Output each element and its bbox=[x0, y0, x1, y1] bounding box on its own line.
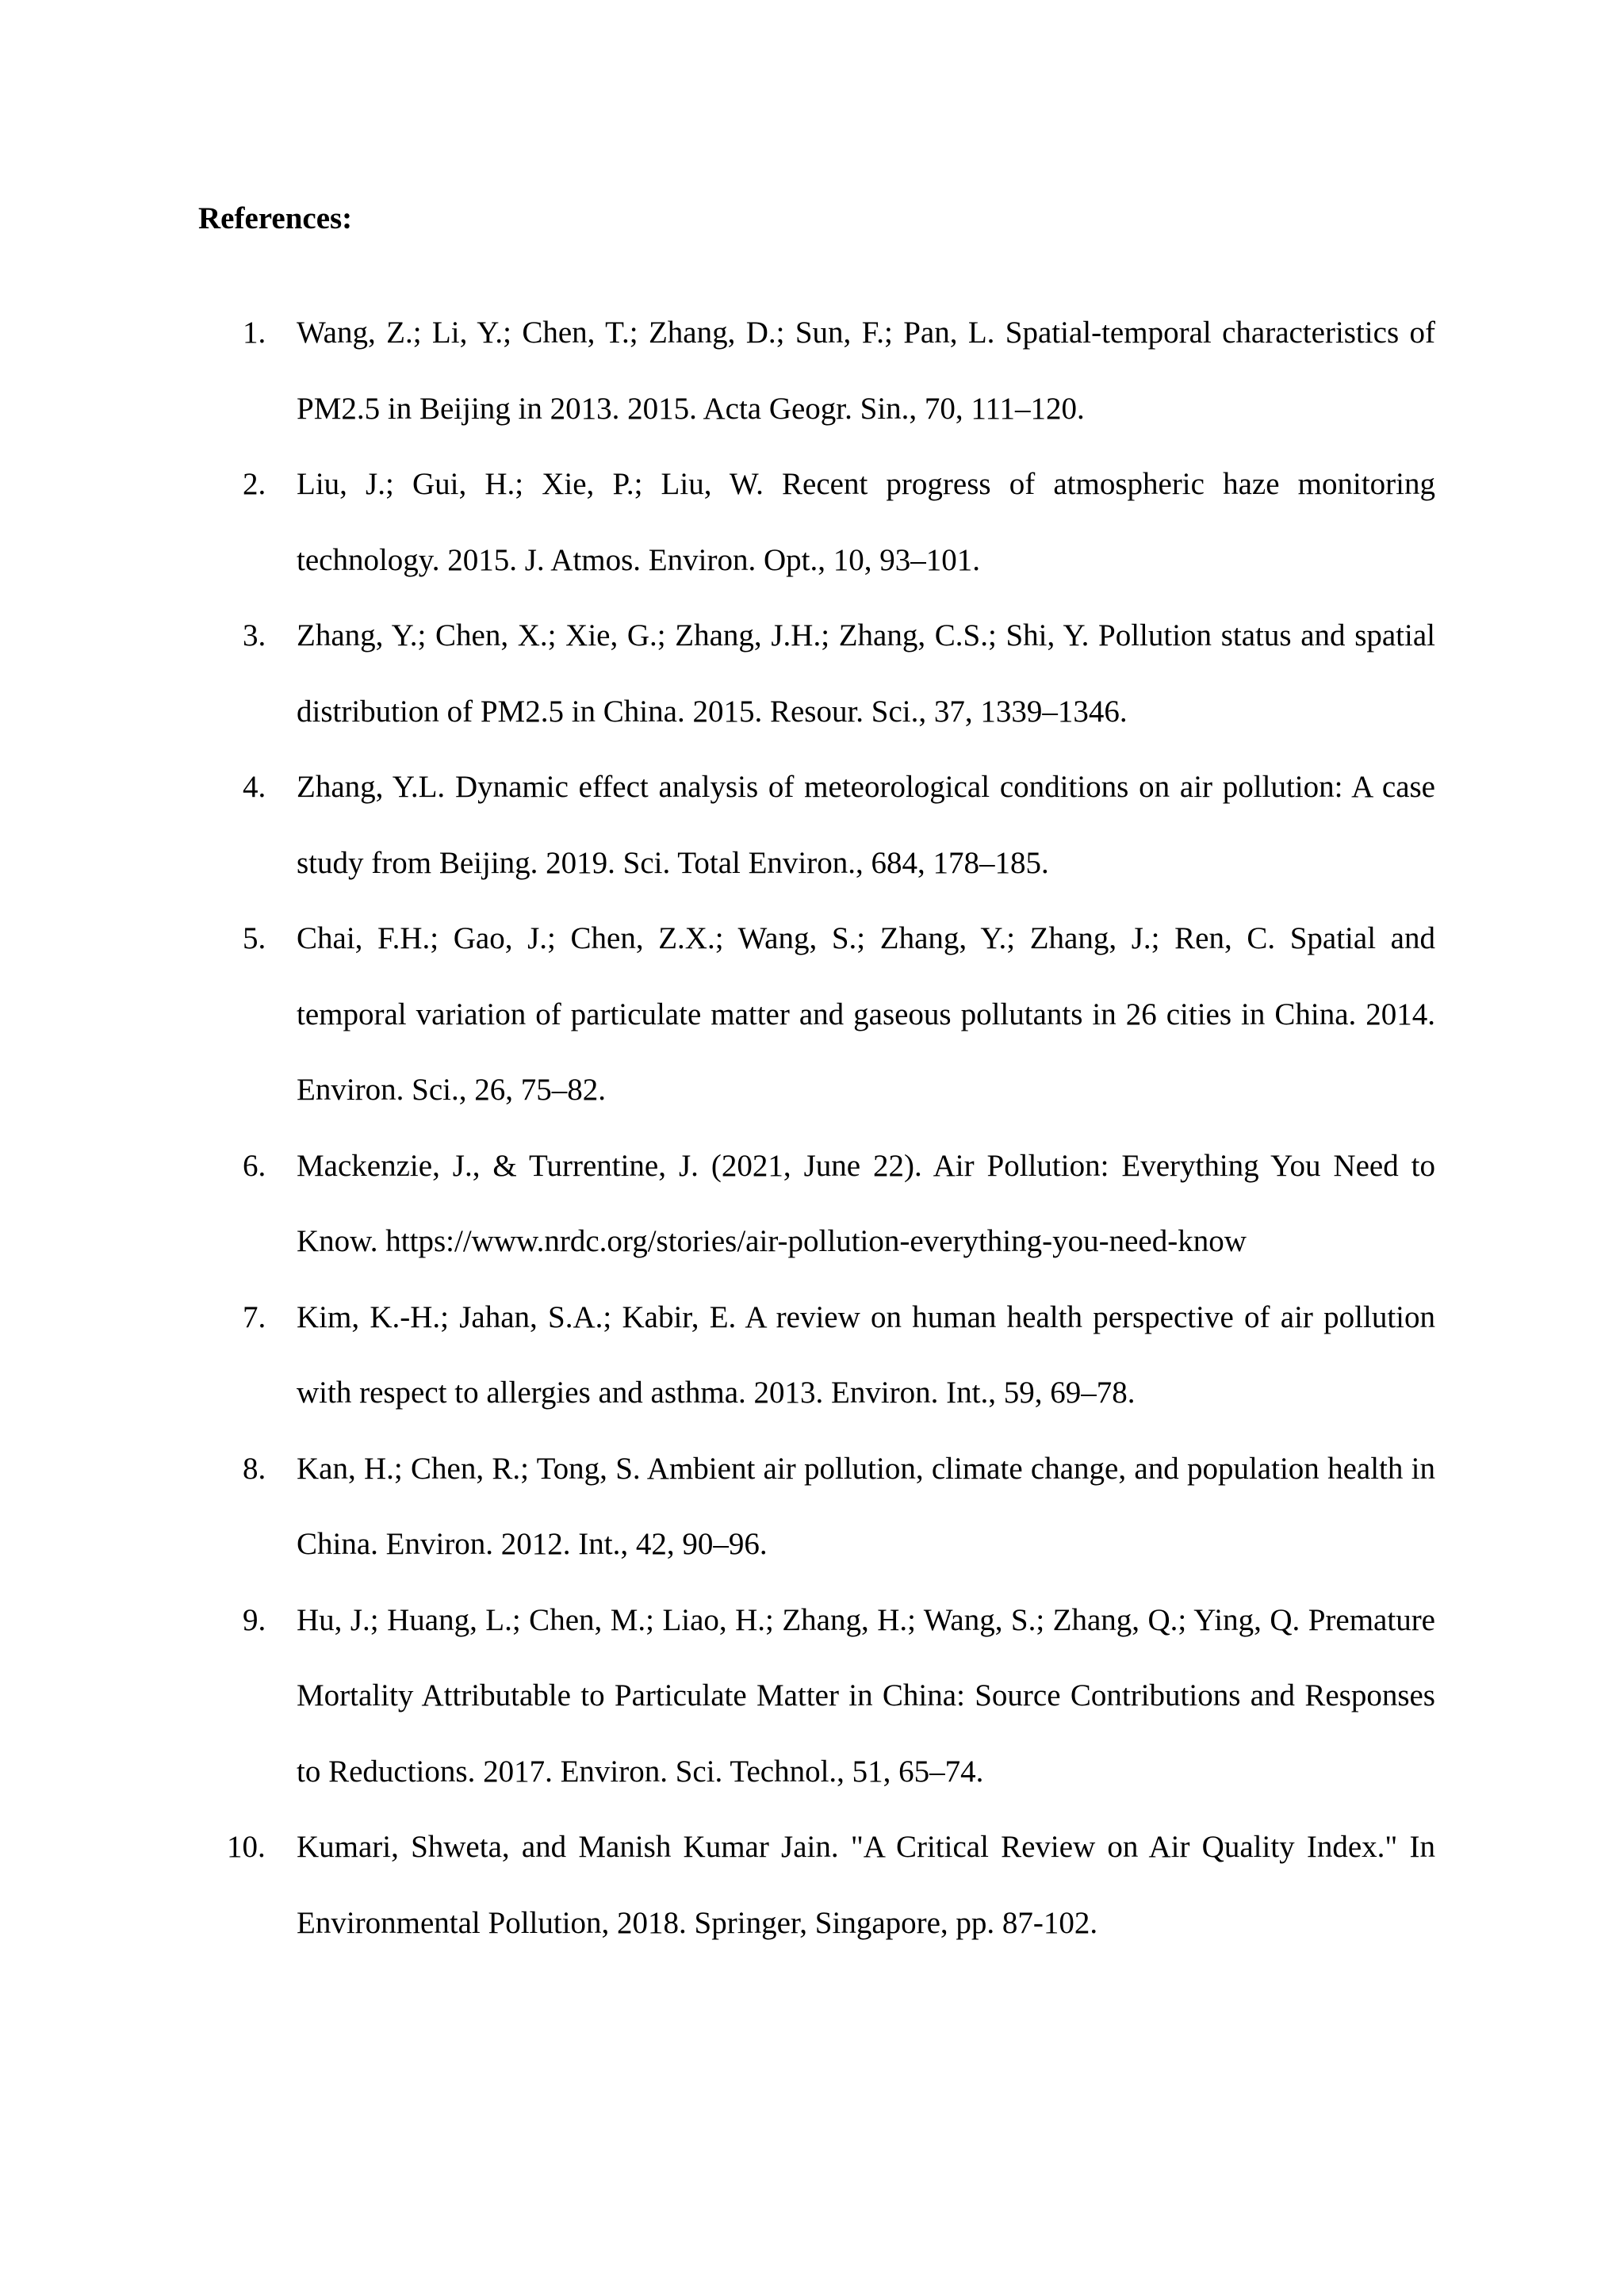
reference-item-1 bbox=[0, 295, 1624, 446]
reference-text: Liu, J.; Gui, H.; Xie, P.; Liu, W. Recent progress of atmospheric haze monitoring technology. 2015. J. Atmos. Environ. Opt., 10, 93–101. bbox=[297, 467, 1435, 577]
references-heading: References: bbox=[198, 201, 353, 235]
reference-item-6 bbox=[0, 1128, 1624, 1280]
reference-number: 6. bbox=[243, 1148, 266, 1183]
reference-number: 5. bbox=[243, 921, 266, 955]
reference-item-4 bbox=[0, 749, 1624, 901]
reference-item-7 bbox=[0, 1280, 1624, 1431]
reference-text: Kumari, Shweta, and Manish Kumar Jain. "A Critical Review on Air Quality Index." In Environmental Pollution, 2018. Springer, Singapore, pp. 87-102. bbox=[297, 1830, 1435, 1940]
reference-number: 9. bbox=[243, 1602, 266, 1637]
reference-item-9 bbox=[0, 1582, 1624, 1810]
reference-number: 4. bbox=[243, 770, 266, 804]
reference-number: 3. bbox=[243, 618, 266, 652]
reference-text: Kim, K.-H.; Jahan, S.A.; Kabir, E. A review on human health perspective of air pollution with respect to allergies and asthma. 2013. Environ. Int., 59, 69–78. bbox=[297, 1299, 1435, 1410]
reference-number: 10. bbox=[227, 1830, 266, 1864]
reference-item-2 bbox=[0, 446, 1624, 598]
reference-number: 8. bbox=[243, 1451, 266, 1486]
reference-item-3 bbox=[0, 598, 1624, 749]
reference-number: 1. bbox=[243, 316, 266, 350]
reference-number: 7. bbox=[243, 1299, 266, 1334]
reference-text: Wang, Z.; Li, Y.; Chen, T.; Zhang, D.; Sun, F.; Pan, L. Spatial-temporal characteristics of PM2.5 in Beijing in 2013. 2015. Acta Geogr. Sin., 70, 111–120. bbox=[297, 316, 1435, 426]
reference-text: Hu, J.; Huang, L.; Chen, M.; Liao, H.; Zhang, H.; Wang, S.; Zhang, Q.; Ying, Q. Premature Mortality Attributable to Particulate Matter in China: Source Contributions and Responses to Reductions. 2017. Environ. Sci. Technol., 51, 65–74. bbox=[297, 1602, 1435, 1789]
reference-item-5 bbox=[0, 901, 1624, 1128]
reference-item-10 bbox=[0, 1809, 1624, 1961]
reference-number: 2. bbox=[243, 467, 266, 501]
reference-list bbox=[0, 295, 1624, 1961]
reference-text: Mackenzie, J., & Turrentine, J. (2021, June 22). Air Pollution: Everything You Need to Know. https://www.nrdc.org/stories/air-pollution-everything-you-need-know bbox=[297, 1148, 1435, 1258]
reference-text: Zhang, Y.L. Dynamic effect analysis of meteorological conditions on air pollution: A case study from Beijing. 2019. Sci. Total Environ., 684, 178–185. bbox=[297, 770, 1435, 880]
reference-item-8 bbox=[0, 1431, 1624, 1582]
reference-text: Zhang, Y.; Chen, X.; Xie, G.; Zhang, J.H.; Zhang, C.S.; Shi, Y. Pollution status and spatial distribution of PM2.5 in China. 2015. Resour. Sci., 37, 1339–1346. bbox=[297, 618, 1435, 729]
reference-text: Chai, F.H.; Gao, J.; Chen, Z.X.; Wang, S.; Zhang, Y.; Zhang, J.; Ren, C. Spatial and temporal variation of particulate matter and gaseous pollutants in 26 cities in China. 2014. Environ. Sci., 26, 75–82. bbox=[297, 921, 1435, 1107]
reference-text: Kan, H.; Chen, R.; Tong, S. Ambient air pollution, climate change, and population health in China. Environ. 2012. Int., 42, 90–96. bbox=[297, 1451, 1435, 1561]
